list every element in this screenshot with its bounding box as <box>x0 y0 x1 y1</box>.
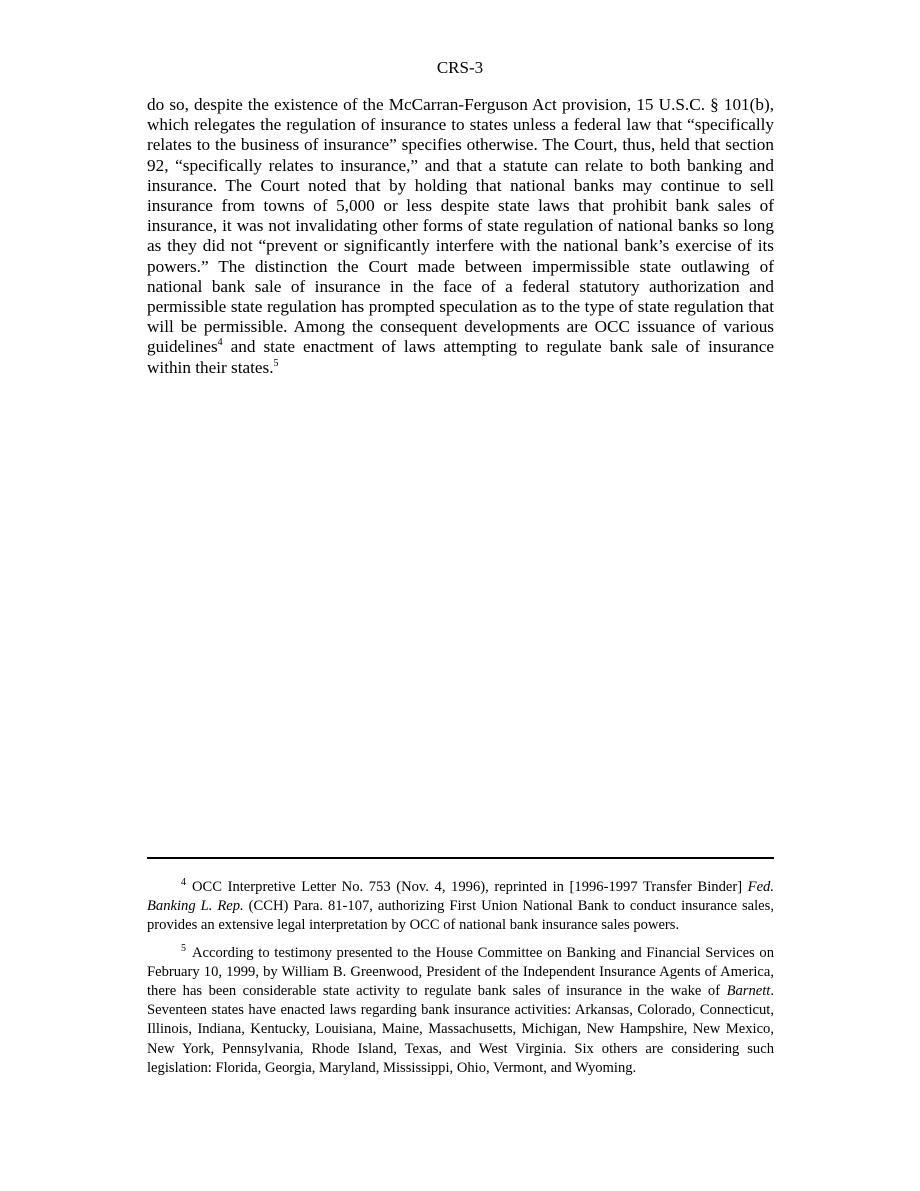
footnote-case-name-italic: Barnett <box>726 983 771 1000</box>
footnote-number: 4 <box>181 877 186 888</box>
footnote-number: 5 <box>181 942 186 954</box>
footnote-text: OCC Interpretive Letter No. 753 (Nov. 4, 1996), reprinted in [1996-1997 Transfer Binder] <box>192 879 748 895</box>
body-text-segment-1: do so, despite the existence of the McCarran-Ferguson Act provision, 15 U.S.C. § 101(b), which relegates the regulation of insurance to states unless a federal law that “specifically relates to the business of insurance” specifies otherwise. The Court, thus, held that section 92, “specifically relates to insurance,” and that a statute can relate to both banking and insurance. The Court noted that by holding that national banks may continue to sell insurance from towns of 5,000 or less despite state laws that prohibit bank sales of insurance, it was not invalidating other forms of state regulation of national banks so long as they did not “prevent or significantly interfere with the national bank’s exercise of its powers.” The distinction the Court made between impermissible state outlawing of national bank sale of insurance in the face of a federal statutory authorization and permissible state regulation has prompted speculation as to the type of state regulation that will be permissible. Among the consequent developments are OCC issuance of various guidelines <box>147 95 774 357</box>
body-text-segment-2: and state enactment of laws attempting to regulate bank sale of insurance within their states. <box>147 337 774 377</box>
footnote-citation-italic: Fed. Banking L. Rep. <box>147 879 774 915</box>
footnote-ref-4[interactable]: 4 <box>217 337 223 349</box>
footnote-4 <box>147 878 774 936</box>
footnote-ref-5[interactable]: 5 <box>273 357 279 369</box>
body-paragraph <box>147 95 774 378</box>
footnote-text: . Seventeen states have enacted laws regarding bank insurance activities: Arkansas, Colorado, Connecticut, Illinois, Indiana, Kentucky, Louisiana, Maine, Massachusetts, Michigan, New Hampshire, New Mexico, New York, Pennsylvania, Rhode Island, Texas, and West Virginia. Six others are considering such legislation: Florida, Georgia, Maryland, Mississippi, Ohio, Vermont, and Wyoming. <box>147 983 774 1076</box>
footnote-text: (CCH) Para. 81-107, authorizing First Union National Bank to conduct insurance sales, provides an extensive legal interpretation by OCC of national bank insurance sales powers. <box>147 898 774 934</box>
footnotes-section <box>147 878 774 1086</box>
footnote-5 <box>147 944 774 1078</box>
footnote-text: According to testimony presented to the House Committee on Banking and Financial Services on February 10, 1999, by William B. Greenwood, President of the Independent Insurance Agents of America, there has been considerable state activity to regulate bank sales of insurance in the wake of <box>147 944 774 1000</box>
footnote-divider <box>147 857 774 859</box>
page-header: CRS-3 <box>436 58 484 77</box>
